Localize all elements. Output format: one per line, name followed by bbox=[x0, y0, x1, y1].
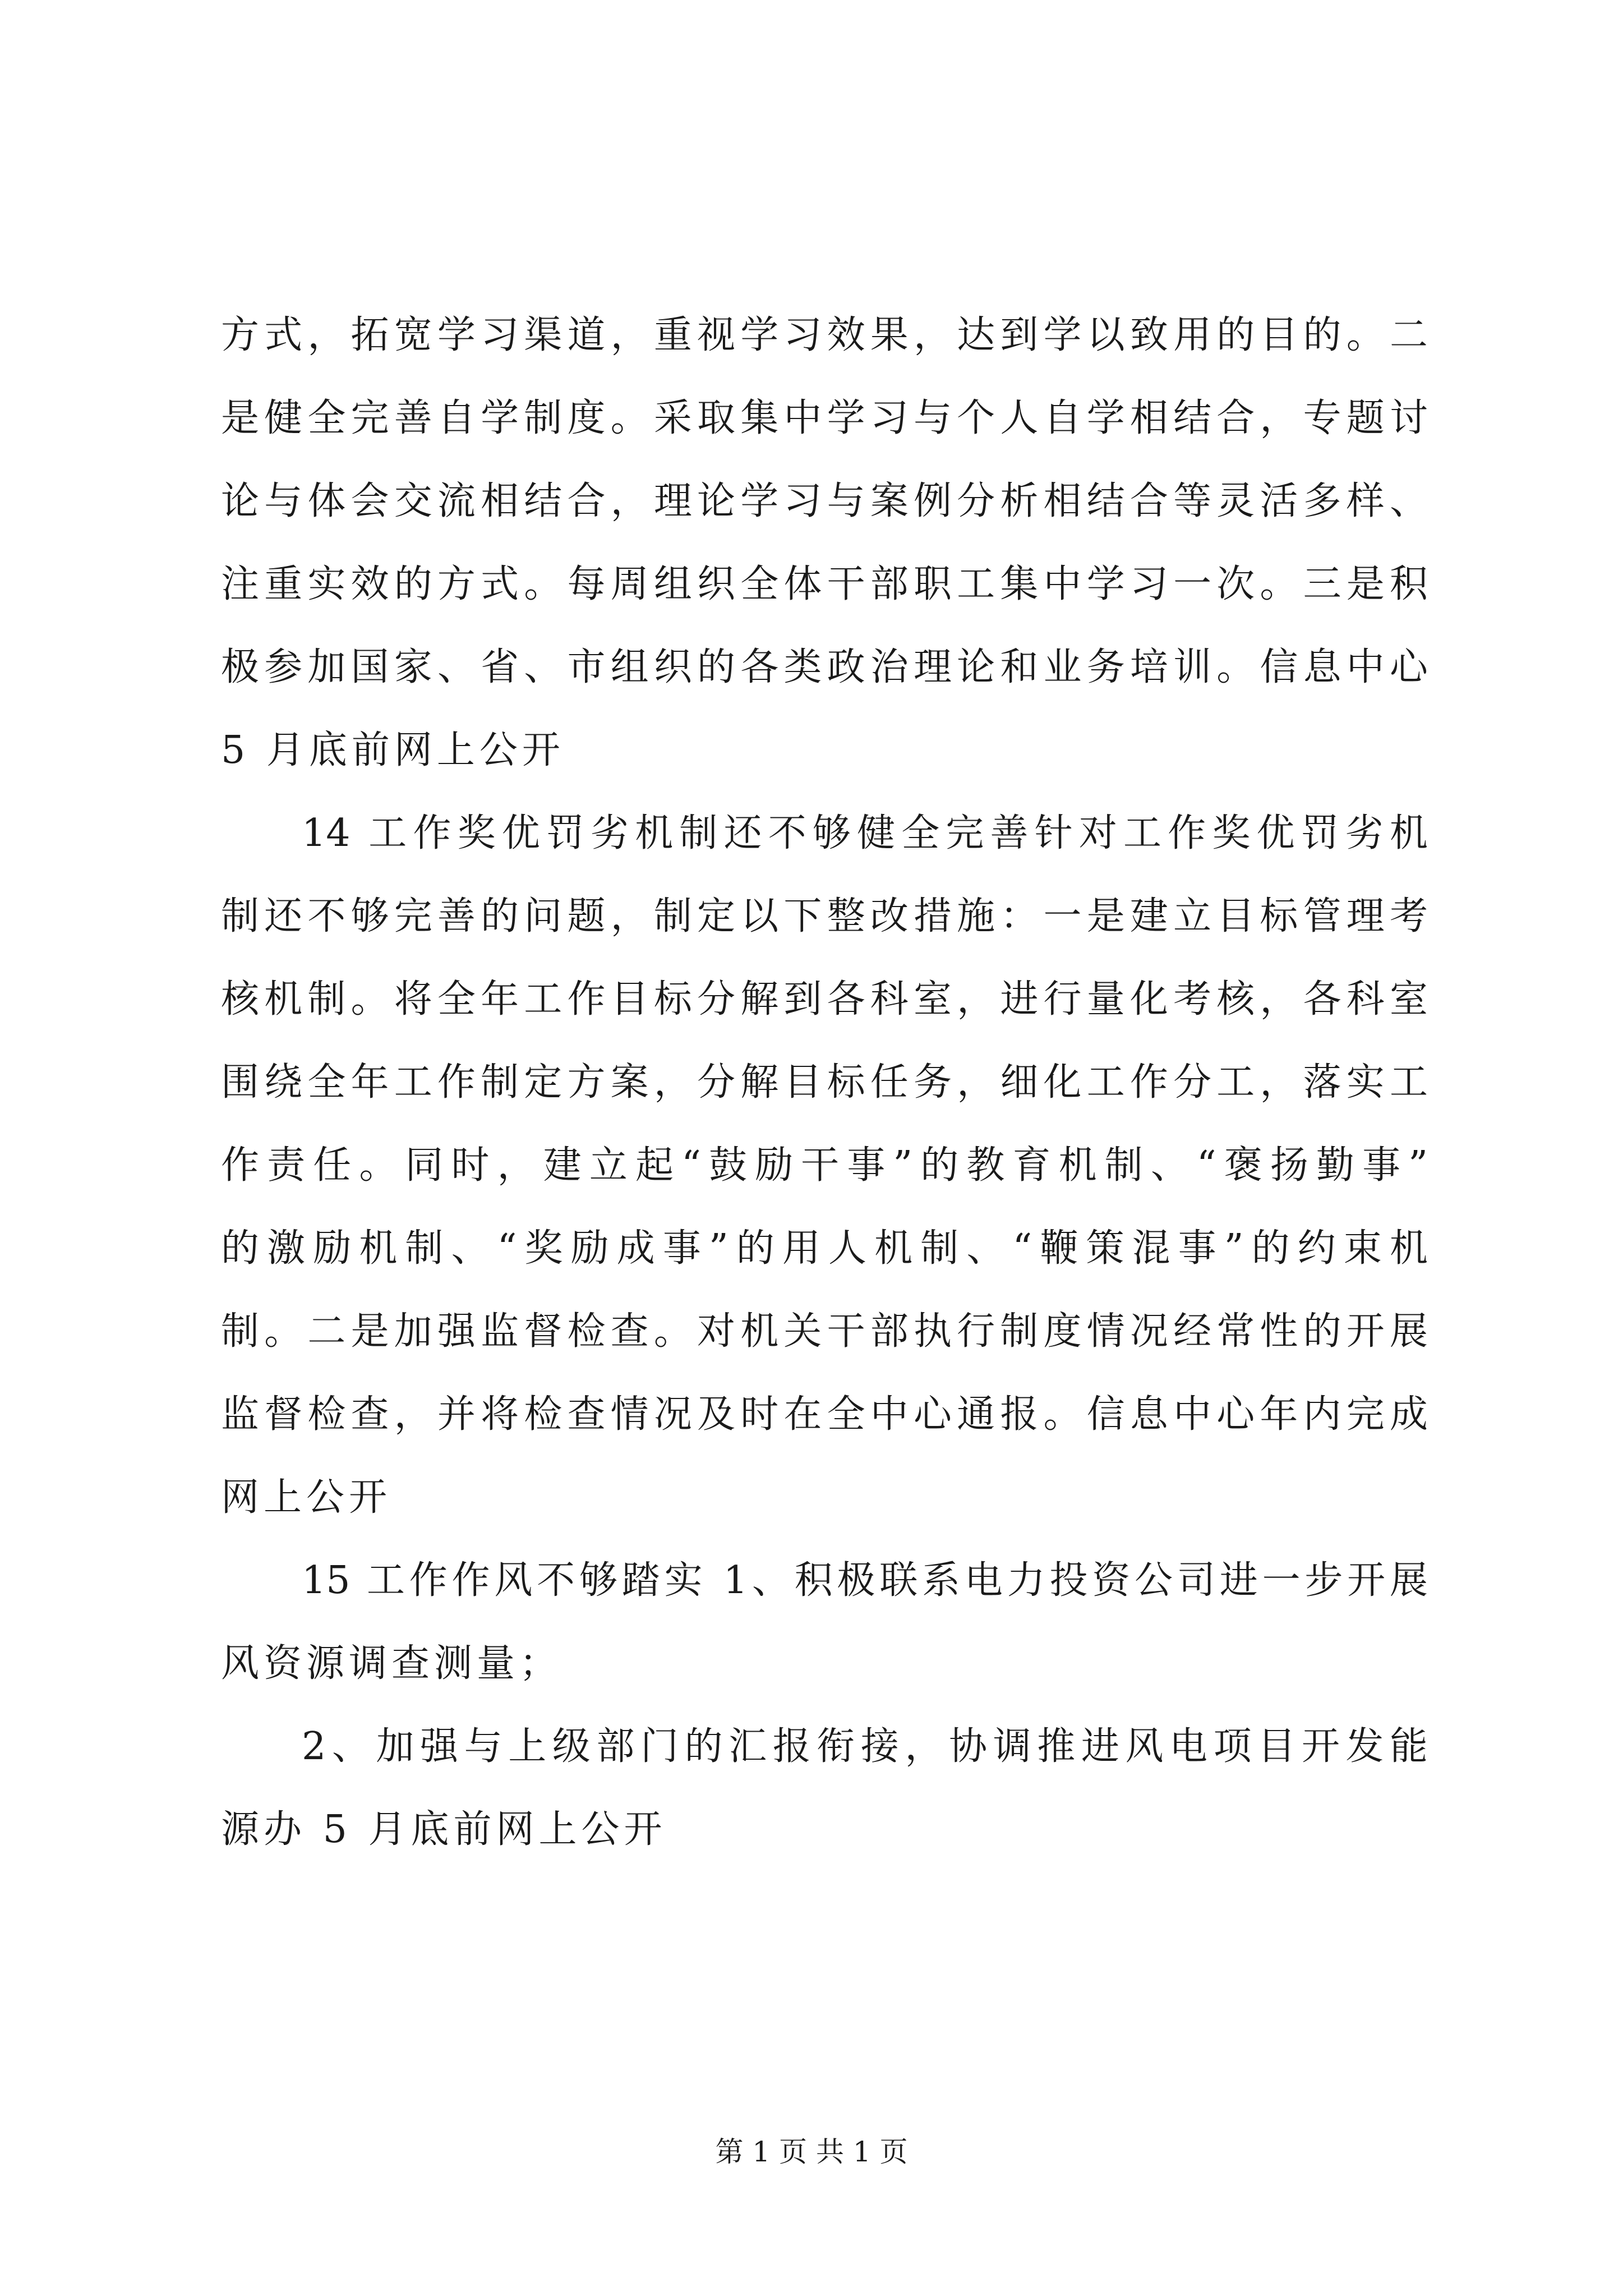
text-line: 风资源调查测量； bbox=[221, 1641, 562, 1686]
text-line: 论与体会交流相结合，理论学习与案例分析相结合等灵活多样、 bbox=[221, 479, 1428, 523]
text-line: 2、加强与上级部门的汇报衔接，协调推进风电项目开发能 bbox=[302, 1724, 1428, 1769]
paragraph bbox=[221, 1539, 1428, 1705]
text-line: 14 工作奖优罚劣机制还不够健全完善针对工作奖优罚劣机 bbox=[302, 811, 1428, 855]
text-line: 源办 5 月底前网上公开 bbox=[221, 1807, 667, 1852]
document-body bbox=[221, 294, 1428, 1871]
text-line: 制还不够完善的问题，制定以下整改措施：一是建立目标管理考 bbox=[221, 894, 1428, 938]
paragraph bbox=[221, 792, 1428, 1539]
page-number: 第 1 页 共 1 页 bbox=[715, 2136, 908, 2168]
text-line: 是健全完善自学制度。采取集中学习与个人自学相结合，专题讨 bbox=[221, 396, 1428, 440]
text-line: 的激励机制、“奖励成事”的用人机制、“鞭策混事”的约束机 bbox=[221, 1226, 1428, 1271]
text-line: 注重实效的方式。每周组织全体干部职工集中学习一次。三是积 bbox=[221, 562, 1428, 606]
text-line: 制。二是加强监督检查。对机关干部执行制度情况经常性的开展 bbox=[221, 1309, 1428, 1354]
text-line: 极参加国家、省、市组织的各类政治理论和业务培训。信息中心 bbox=[221, 645, 1428, 689]
text-line: 监督检查，并将检查情况及时在全中心通报。信息中心年内完成 bbox=[221, 1392, 1428, 1437]
text-line: 网上公开 bbox=[221, 1475, 392, 1520]
paragraph bbox=[221, 294, 1428, 792]
paragraph bbox=[221, 1705, 1428, 1871]
text-line: 核机制。将全年工作目标分解到各科室，进行量化考核，各科室 bbox=[221, 977, 1428, 1022]
text-line: 围绕全年工作制定方案，分解目标任务，细化工作分工，落实工 bbox=[221, 1060, 1428, 1105]
text-line: 5 月底前网上公开 bbox=[221, 728, 565, 772]
text-line: 方式，拓宽学习渠道，重视学习效果，达到学以致用的目的。二 bbox=[221, 313, 1428, 357]
page-footer bbox=[0, 2132, 1623, 2172]
text-line: 15 工作作风不够踏实 1、积极联系电力投资公司进一步开展 bbox=[302, 1558, 1428, 1603]
text-line: 作责任。同时，建立起“鼓励干事”的教育机制、“褒扬勤事” bbox=[221, 1143, 1428, 1188]
